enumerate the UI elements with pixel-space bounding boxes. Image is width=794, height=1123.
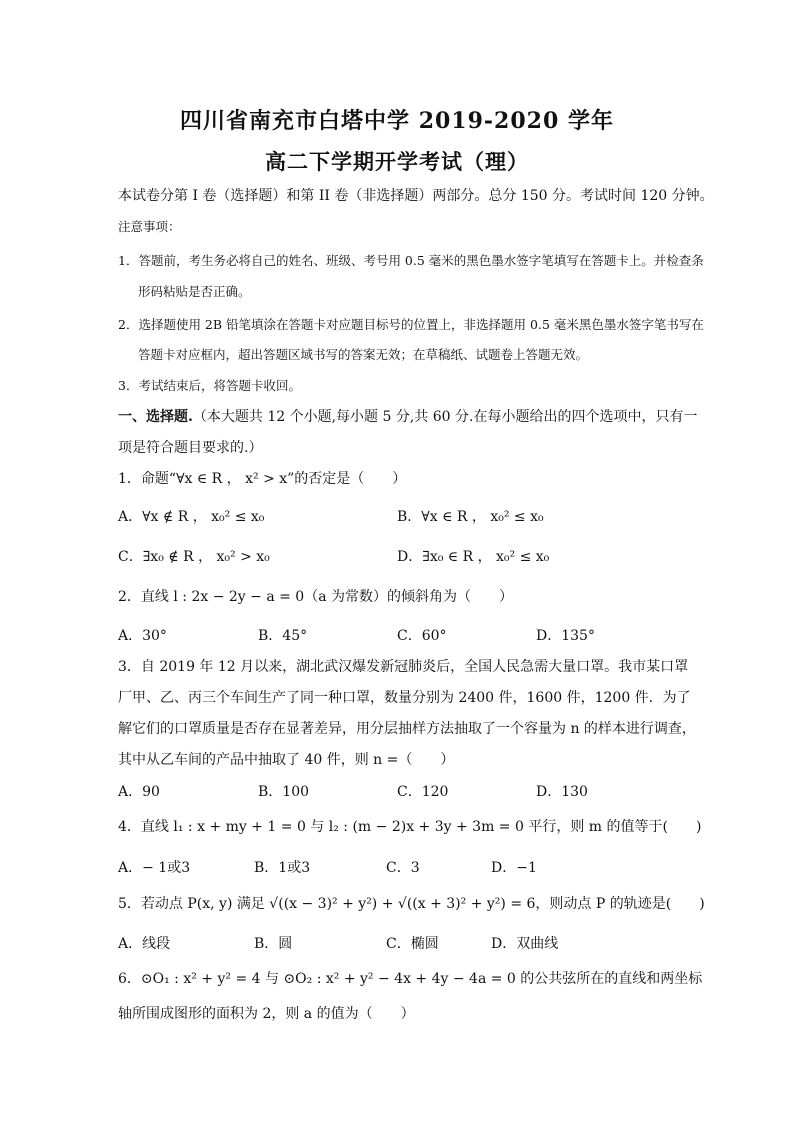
question-4-option-c: C．3 — [386, 860, 420, 876]
question-2-option-d: D．135° — [536, 628, 595, 644]
question-1-stem: 1．命题“∀x ∈ R ， x² > x”的否定是（ ） — [118, 471, 407, 487]
question-1-option-b: B．∀x ∈ R ， x₀² ≤ x₀ — [397, 509, 544, 525]
question-2-option-a: A．30° — [118, 628, 167, 644]
question-2-stem: 2．直线 l : 2x − 2y − a = 0（a 为常数）的倾斜角为（ ） — [118, 589, 514, 605]
question-4-option-a: A．− 1或3 — [118, 860, 191, 876]
question-3-line-3: 解它们的口罩质量是否存在显著差异，用分层抽样方法抽取了一个容量为 n 的样本进行调查， — [118, 721, 696, 737]
question-4-stem: 4．直线 l₁ : x + my + 1 = 0 与 l₂ : (m − 2)x + 3y + 3m = 0 平行，则 m 的值等于( ) — [118, 819, 702, 835]
question-5-option-b: B．圆 — [254, 936, 293, 952]
note-2-cont: 答题卡对应框内，超出答题区域书写的答案无效；在草稿纸、试题卷上答题无效。 — [138, 347, 589, 362]
section-title: 一、选择题. — [118, 409, 193, 425]
exam-title: 四川省南充市白塔中学 2019-2020 学年 — [180, 108, 614, 134]
note-2: 2．选择题使用 2B 铅笔填涂在答题卡对应题目标号的位置上，非选择题用 0.5 毫米黑色墨水签字笔书写在 — [118, 317, 704, 332]
question-3-line-2: 厂甲、乙、丙三个车间生产了同一种口罩，数量分别为 2400 件，1600 件，1200 件．为了 — [118, 690, 691, 706]
question-3-option-a: A．90 — [118, 784, 160, 800]
question-5-stem: 5．若动点 P(x, y) 满足 √((x − 3)² + y²) + √((x + 3)² + y²) = 6，则动点 P 的轨迹是( ) — [118, 896, 705, 912]
section-desc-cont: 项是符合题目要求的.） — [118, 440, 263, 456]
question-3-option-d: D．130 — [536, 784, 588, 800]
question-1-option-a: A．∀x ∉ R ， x₀² ≤ x₀ — [118, 509, 265, 525]
note-1-cont: 形码粘贴是否正确。 — [138, 284, 251, 299]
question-4-option-d: D．−1 — [491, 860, 537, 876]
question-5-option-d: D．双曲线 — [491, 936, 559, 952]
question-6-line-2: 轴所围成图形的面积为 2，则 a 的值为（ ） — [118, 1006, 415, 1022]
section-heading — [118, 406, 697, 426]
question-1-option-d: D．∃x₀ ∈ R ， x₀² ≤ x₀ — [397, 549, 550, 565]
section-desc: （本大题共 12 个小题,每小题 5 分,共 60 分.在每小题给出的四个选项中，只有一 — [192, 409, 698, 425]
question-5-option-a: A．线段 — [118, 936, 171, 952]
question-3-line-1: 3．自 2019 年 12 月以来，湖北武汉爆发新冠肺炎后，全国人民急需大量口罩。我市某口罩 — [118, 659, 689, 675]
question-4-option-b: B．1或3 — [254, 860, 311, 876]
question-2-option-c: C．60° — [397, 628, 447, 644]
question-3-option-c: C．120 — [397, 784, 449, 800]
question-6-line-1: 6．⊙O₁ : x² + y² = 4 与 ⊙O₂ : x² + y² − 4x + 4y − 4a = 0 的公共弦所在的直线和两坐标 — [118, 971, 703, 987]
question-3-option-b: B．100 — [258, 784, 310, 800]
exam-intro: 本试卷分第 I 卷（选择题）和第 II 卷（非选择题）两部分。总分 150 分。考试时间 120 分钟。 — [118, 188, 714, 204]
question-5-option-c: C．椭圆 — [386, 936, 439, 952]
note-1: 1．答题前，考生务必将自己的姓名、班级、考号用 0.5 毫米的黑色墨水签字笔填写在答题卡上。并检查条 — [118, 253, 704, 268]
note-3: 3．考试结束后，将答题卡收回。 — [118, 378, 301, 393]
exam-subtitle: 高二下学期开学考试（理） — [265, 149, 529, 174]
question-1-option-c: C．∃x₀ ∉ R ， x₀² > x₀ — [118, 549, 270, 565]
question-3-line-4: 其中从乙车间的产品中抽取了 40 件，则 n =（ ） — [118, 752, 455, 768]
question-2-option-b: B．45° — [258, 628, 308, 644]
notes-title: 注意事项： — [118, 219, 181, 234]
